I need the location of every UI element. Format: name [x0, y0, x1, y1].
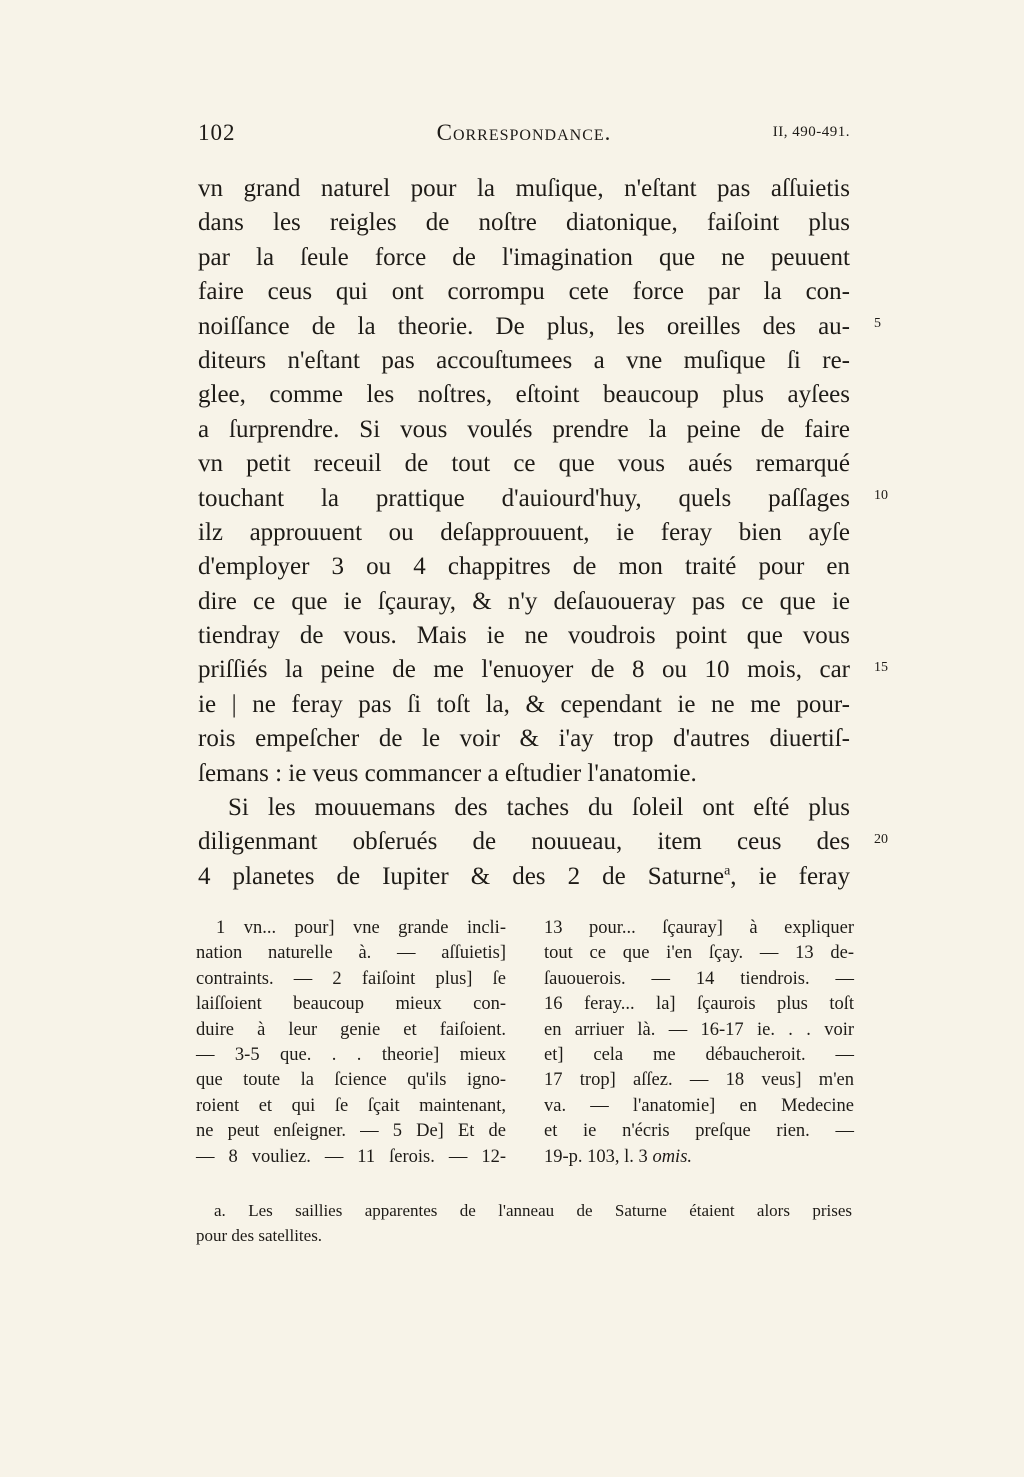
note-line: nation naturelle à. — aſſuietis]	[196, 943, 506, 964]
text-line: priſſiés la peine de me l'enuoyer de 8 ou 10 mois, car	[198, 656, 850, 684]
line-number: 10	[874, 488, 888, 503]
text-line: ilz approuuent ou deſapprouuent, ie feray bien ayſe	[198, 518, 850, 546]
note-line: — 8 vouliez. — 11 ſerois. — 12-	[196, 1146, 506, 1167]
text-line: glee, comme les noſtres, eſtoint beaucoup plus ayſees	[198, 381, 850, 409]
note-line: ſauouerois. — 14 tiendrois. —	[544, 968, 854, 989]
text-line: rois empeſcher de le voir & i'ay trop d'autres diuertiſ-	[198, 725, 850, 753]
note-line: et] cela me débaucheroit. —	[544, 1044, 854, 1065]
notes-column-left	[196, 916, 506, 1170]
text-line: tiendray de vous. Mais ie ne voudrois point que vous	[198, 622, 850, 650]
footnote-marker: a.	[214, 1201, 226, 1220]
text-line-with-footnote-ref	[198, 860, 850, 894]
text-line: ſemans : ie veus commancer a eſtudier l'anatomie.	[198, 759, 697, 787]
note-line: en arriuer là. — 16-17 ie. . . voir	[544, 1019, 854, 1040]
note-line: que toute la ſcience qu'ils igno-	[196, 1070, 506, 1091]
note-line: duire à leur genie et faiſoient.	[196, 1019, 506, 1040]
note-line: — 3-5 que. . . theorie] mieux	[196, 1044, 506, 1065]
text-line: d'employer 3 ou 4 chappitres de mon traité pour en	[198, 553, 850, 581]
text-segment: , ie feray	[730, 862, 850, 890]
text-segment: 4 planetes de Iupiter & des 2 de Saturne	[198, 862, 725, 890]
text-line: dire ce que ie ſçauray, & n'y deſauoueray pas ce que ie	[198, 587, 850, 615]
line-number: 20	[874, 832, 888, 847]
page-number: 102	[198, 120, 236, 145]
text-line: faire ceus qui ont corrompu cete force par la con-	[198, 278, 850, 306]
text-line: vn petit receuil de tout ce que vous aués remarqué	[198, 450, 850, 478]
footnote-line	[196, 1198, 852, 1223]
running-header	[198, 120, 850, 154]
note-line: 13 pour... ſçauray] à expliquer	[544, 918, 854, 938]
line-number: 15	[874, 660, 888, 675]
footnote-text: Les saillies apparentes de l'anneau de Saturne étaient alors prises	[248, 1201, 853, 1220]
text-line: ie | ne feray pas ſi toſt la, & cependant ie ne me pour-	[198, 690, 850, 718]
note-line	[544, 1145, 854, 1170]
text-line: noiſſance de la theorie. De plus, les oreilles des au-	[198, 312, 850, 340]
footnote-line: pour des satellites.	[196, 1226, 323, 1245]
text-line: touchant la prattique d'auiourd'huy, quels paſſages	[198, 484, 850, 512]
line-number: 5	[874, 316, 881, 331]
note-line: contraints. — 2 faiſoint plus] ſe	[196, 968, 506, 989]
note-line: 1 vn... pour] vne grande incli-	[216, 918, 506, 938]
footnote-reference: a	[724, 863, 731, 879]
note-line: tout ce que i'en ſçay. — 13 de-	[544, 943, 854, 964]
note-line: 16 feray... la] ſçaurois plus toſt	[544, 994, 854, 1015]
note-line: et ie n'écris preſque rien. —	[544, 1121, 854, 1142]
main-text	[198, 172, 850, 894]
note-line: 17 trop] aſſez. — 18 veus] m'en	[544, 1070, 854, 1091]
note-line: va. — l'anatomie] en Medecine	[544, 1095, 854, 1116]
text-line: Si les mouuemans des taches du ſoleil ont eſté plus	[228, 794, 850, 822]
volume-reference: II, 490-491.	[772, 124, 850, 140]
text-line: dans les reigles de noſtre diatonique, faiſoint plus	[198, 209, 850, 237]
text-line: diligenmant obſerués de nouueau, item ceus des	[198, 828, 850, 856]
notes-column-right	[544, 916, 854, 1170]
note-text: 19-p. 103, l. 3	[544, 1146, 653, 1167]
text-line: diteurs n'eſtant pas accouſtumees a vne muſique ſi re-	[198, 346, 850, 374]
text-line: a ſurprendre. Si vous voulés prendre la peine de faire	[198, 415, 850, 443]
footnote	[196, 1198, 852, 1248]
note-italic: omis.	[652, 1146, 693, 1167]
text-line: vn grand naturel pour la muſique, n'eſtant pas aſſuietis	[198, 175, 850, 202]
note-line: roient et qui ſe ſçait maintenant,	[196, 1095, 506, 1116]
note-line: laiſſoient beaucoup mieux con-	[196, 994, 506, 1015]
running-title: Correspondance.	[436, 120, 612, 145]
text-line: par la ſeule force de l'imagination que ne peuuent	[198, 243, 850, 271]
note-line: ne peut enſeigner. — 5 De] Et de	[196, 1121, 506, 1142]
